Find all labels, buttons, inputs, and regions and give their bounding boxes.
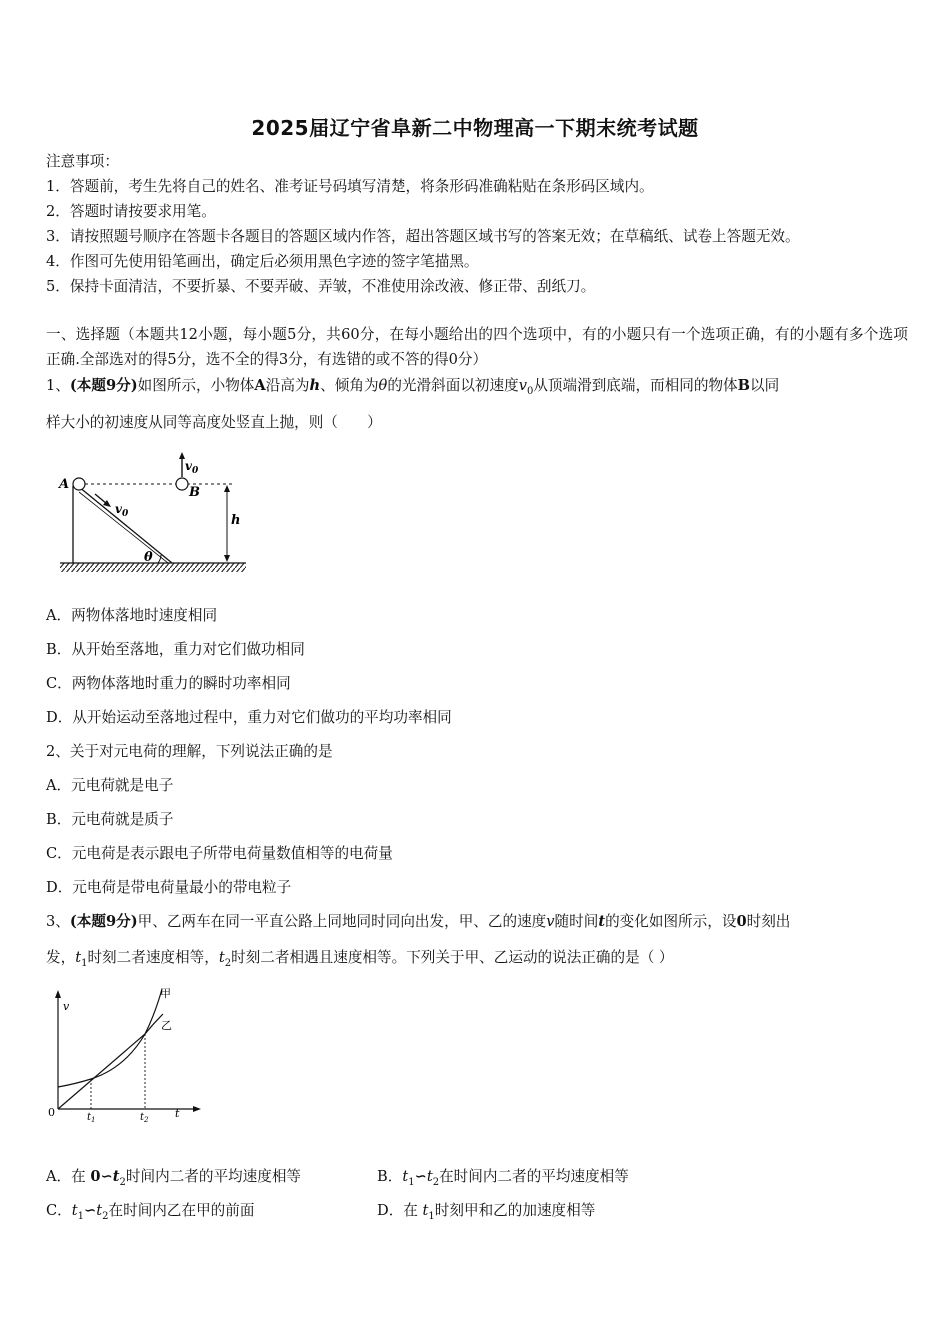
q1-number: 1、: [46, 377, 70, 394]
q3-option-c: [46, 1201, 254, 1227]
page-title: 2025届辽宁省阜新二中物理高一下期末统考试题: [251, 116, 699, 140]
q3-option-a-sub: 2: [119, 1176, 126, 1188]
q3-option-b: [377, 1167, 629, 1193]
q3-option-c-sub: 2: [102, 1210, 109, 1222]
incline-figure: [55, 448, 255, 580]
q3-option-a-range: 0∽: [90, 1168, 113, 1185]
label-jia: 甲: [160, 987, 171, 1000]
notice-item-1: 1．答题前，考生先将自己的姓名、准考证号码填写清楚，将条形码准确粘贴在条形码区域内。: [46, 178, 654, 195]
label-a: A: [59, 477, 70, 492]
section-1-instructions: 一、选择题（本题共12小题，每小题5分，共60分，在每小题给出的四个选项中，有的小题只有一个选项正确，有的小题有多个选项正确.全部选对的得5分，选不全的得3分，有选错的或不答的得0分）: [46, 326, 908, 368]
q2-option-a: A．元电荷就是电子: [46, 777, 174, 794]
object-a: [73, 478, 85, 490]
q1-option-b: B．从开始至落地，重力对它们做功相同: [46, 641, 305, 658]
q1-option-c: C．两物体落地时重力的瞬时功率相同: [46, 675, 291, 692]
label-yi: 乙: [161, 1019, 172, 1032]
axis-label-t: t: [175, 1107, 180, 1120]
q3-option-b-sep: ∽: [414, 1168, 427, 1185]
q1-var-a: A: [254, 377, 266, 394]
q3-var-v: v: [546, 913, 555, 930]
v-axis-arrowhead: [55, 990, 61, 998]
q3-score: (本题9分): [69, 913, 138, 930]
t-axis-arrowhead: [193, 1106, 201, 1112]
curve-yi: [58, 1014, 163, 1087]
q3-text: 发，: [46, 949, 76, 966]
question-3-stem-line1: [46, 912, 790, 932]
question-1-stem-line2: 样大小的初速度从同等高度处竖直上抛，则（ ）: [46, 414, 382, 431]
q3-text: 随时间: [554, 913, 599, 930]
q3-option-d-text: 时刻甲和乙的加速度相等: [434, 1202, 596, 1219]
label-b: B: [189, 485, 200, 500]
curve-jia: [58, 989, 162, 1109]
axis-label-v: v: [63, 1000, 70, 1013]
q3-text: 甲、乙两车在同一平直公路上同地同时同向出发，甲、乙的速度: [137, 913, 547, 930]
q3-option-b-sub: 2: [432, 1176, 440, 1188]
q3-option-a-text: 时间内二者的平均速度相等: [125, 1168, 302, 1185]
object-b: [176, 478, 188, 490]
tick-label-t1: $t_1$: [87, 1112, 96, 1124]
question-2-stem: 2、关于对元电荷的理解，下列说法正确的是: [46, 743, 333, 760]
q3-option-c-sep: ∽: [84, 1202, 97, 1219]
label-v0-up: $v_0$: [185, 459, 199, 476]
q1-var-h: h: [309, 377, 321, 394]
notice-item-4: 4．作图可先使用铅笔画出，确定后必须用黑色字迹的签字笔描黑。: [46, 253, 479, 270]
q1-text: 沿高为: [265, 377, 310, 394]
incline-slope: [73, 482, 172, 563]
q3-text: 时刻出: [746, 913, 791, 930]
q3-option-d: [377, 1201, 595, 1227]
q1-text: 的光滑斜面以初速度: [387, 377, 519, 394]
q3-var-t1: t: [75, 949, 82, 966]
q1-text: 从顶端滑到底端，而相同的物体: [533, 377, 738, 394]
notice-item-3: 3．请按照题号顺序在答题卡各题目的答题区域内作答，超出答题区域书写的答案无效；在草稿纸、试卷上答题无效。: [46, 228, 800, 245]
q3-option-c-label: C．: [46, 1202, 72, 1219]
vt-graph-figure: [45, 984, 205, 1124]
q1-option-d: D．从开始运动至落地过程中，重力对它们做功的平均功率相同: [46, 709, 452, 726]
q3-option-d-label: D．在: [377, 1202, 423, 1219]
q3-var-t2: t: [218, 949, 225, 966]
q3-option-b-label: B．: [377, 1168, 403, 1185]
label-v0-slope: $v_0$: [115, 502, 129, 519]
q3-var-t2-sub: 2: [224, 957, 232, 969]
q2-option-b: B．元电荷就是质子: [46, 811, 174, 828]
q3-option-d-var: t: [422, 1202, 429, 1219]
q1-var-v0-sub: 0: [526, 385, 534, 397]
q2-option-c: C．元电荷是表示跟电子所带电荷量数值相等的电荷量: [46, 845, 393, 862]
ground-hatch: [60, 563, 246, 572]
q1-option-a: A．两物体落地时速度相同: [46, 607, 218, 624]
incline-slope-inner: [79, 492, 168, 563]
q2-option-d: D．元电荷是带电荷量最小的带电粒子: [46, 879, 292, 896]
velocity-up-arrowhead: [179, 452, 185, 459]
q3-text: 时刻二者相遇且速度相等。下列关于甲、乙运动的说法正确的是（ ）: [231, 949, 674, 966]
q3-option-a-label: A．在: [46, 1168, 91, 1185]
q3-option-d-sub: 1: [428, 1210, 435, 1222]
q3-option-c-sub: 1: [77, 1210, 85, 1222]
q3-var-zero: 0: [736, 913, 747, 930]
q1-var-v0: v: [518, 377, 527, 394]
q3-var-t1-sub: 1: [81, 957, 88, 969]
origin-label: 0: [48, 1106, 55, 1119]
question-1-stem-line1: [46, 376, 779, 402]
q1-var-b: B: [737, 377, 750, 394]
q3-option-c-text: 在时间内乙在甲的前面: [108, 1202, 255, 1219]
q3-number: 3、: [46, 913, 70, 930]
q3-text: 的变化如图所示，设: [605, 913, 737, 930]
notice-heading: 注意事项：: [46, 153, 119, 170]
q3-option-b-var: t: [426, 1168, 433, 1185]
q3-option-b-text: 在时间内二者的平均速度相等: [439, 1168, 629, 1185]
q3-option-a-var: t: [112, 1168, 120, 1185]
notice-item-5: 5．保持卡面清洁，不要折暴、不要弄破、弄皱，不准使用涂改液、修正带、刮纸刀。: [46, 278, 596, 295]
q3-option-b-sub: 1: [408, 1176, 415, 1188]
q3-option-c-var: t: [71, 1202, 78, 1219]
q1-text: 、倾角为: [320, 377, 379, 394]
q3-option-a: [46, 1167, 301, 1193]
label-theta: θ: [144, 550, 153, 565]
q3-option-b-var: t: [402, 1168, 409, 1185]
tick-label-t2: $t_2$: [140, 1112, 149, 1124]
q1-var-theta: θ: [378, 377, 388, 394]
height-arrowhead-top: [224, 485, 230, 492]
q1-score: (本题9分): [69, 377, 138, 394]
notice-item-2: 2．答题时请按要求用笔。: [46, 203, 216, 220]
q3-var-t: t: [598, 913, 606, 930]
label-h: h: [231, 513, 241, 528]
q1-text: 如图所示，小物体: [137, 377, 255, 394]
q3-text: 时刻二者速度相等，: [87, 949, 219, 966]
question-3-stem-line2: [46, 948, 674, 974]
q1-text: 以同: [750, 377, 780, 394]
q3-option-c-var: t: [96, 1202, 103, 1219]
height-arrowhead-bottom: [224, 555, 230, 562]
